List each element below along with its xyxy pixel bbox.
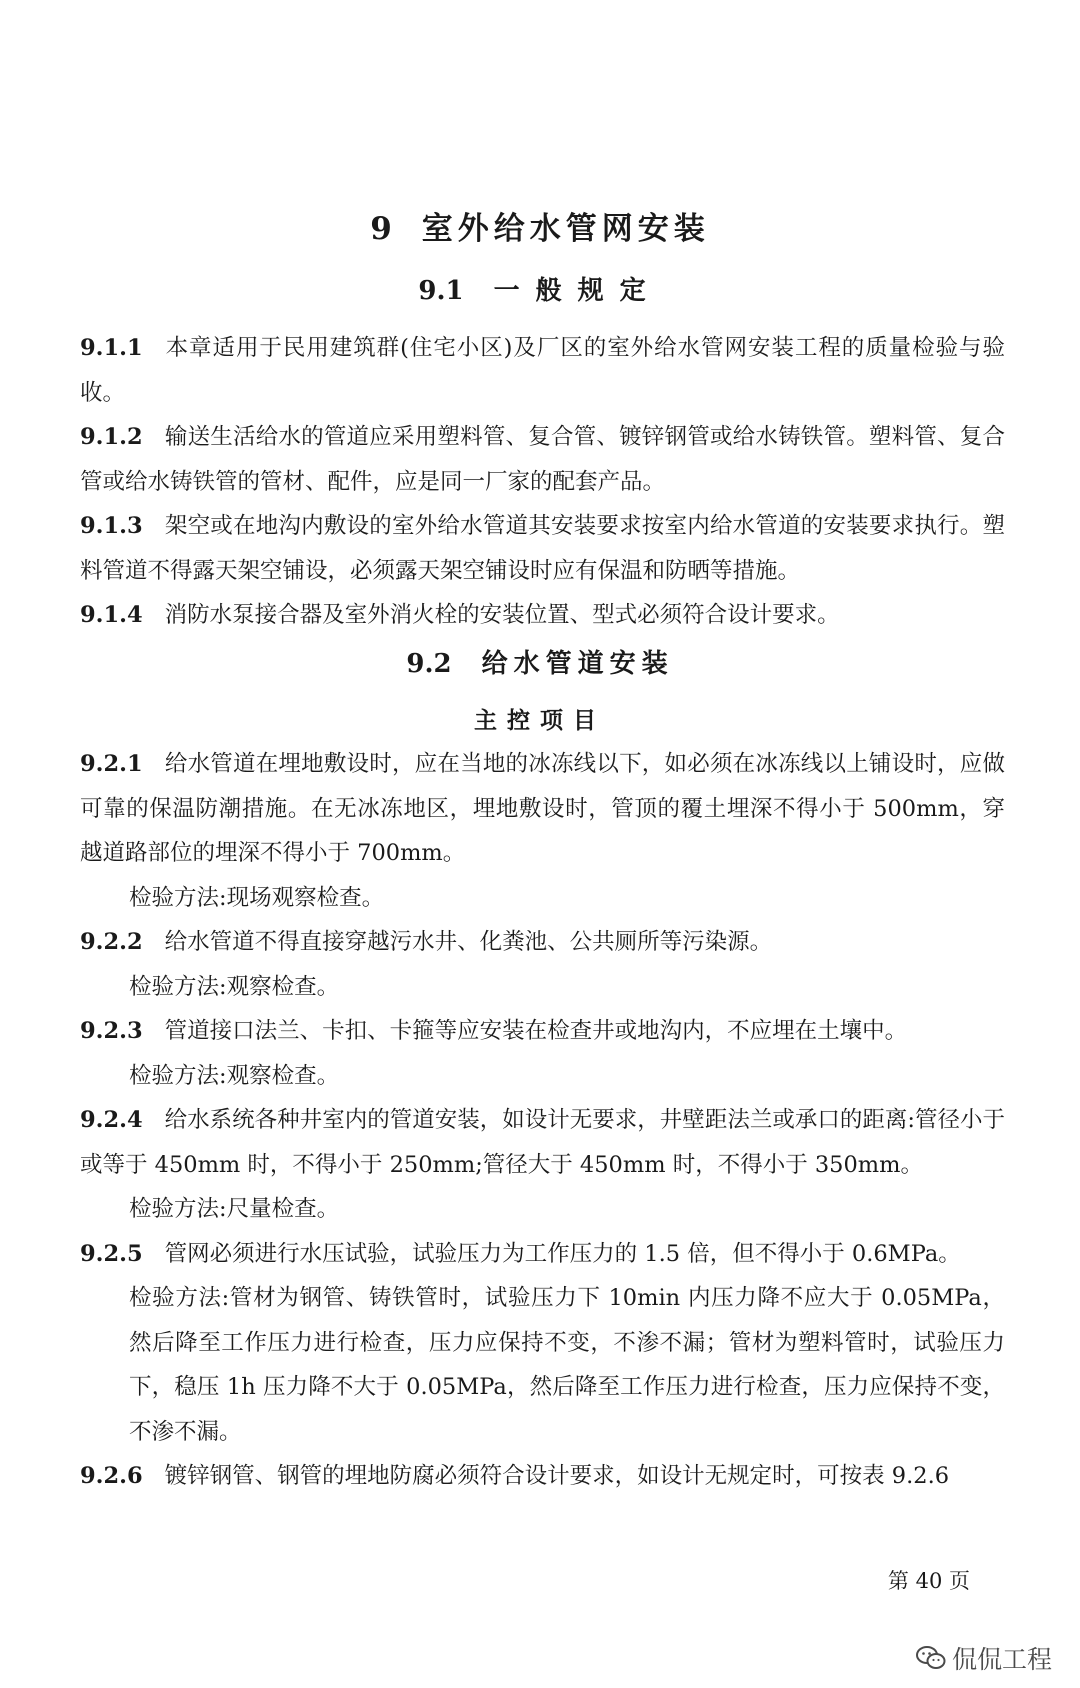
clause-9-2-5 <box>80 1232 1005 1277</box>
clause-text: 本章适用于民用建筑群(住宅小区)及厂区的室外给水管网安装工程的质量检验与验收。 <box>80 335 1005 406</box>
watermark-text: 侃侃工程 <box>951 1645 1052 1674</box>
clause-text: 管道接口法兰、卡扣、卡箍等应安装在检查井或地沟内，不应埋在土壤中。 <box>164 1018 908 1044</box>
clause-9-1-3 <box>80 504 1005 593</box>
clause-number: 9.2.6 <box>80 1463 143 1489</box>
clause-text: 消防水泵接合器及室外消火栓的安装位置、型式必须符合设计要求。 <box>164 602 840 628</box>
section-title-text: 给水管道安装 <box>481 649 674 679</box>
inspection-method: 检验方法:观察检查。 <box>129 973 340 1000</box>
section-number: 9.2 <box>406 649 452 679</box>
clause-number: 9.1.3 <box>80 513 143 539</box>
clause-9-1-2 <box>80 415 1005 504</box>
clause-9-2-6 <box>80 1454 1005 1499</box>
inspection-method: 检验方法:观察检查。 <box>129 1062 340 1089</box>
section-title-9-1 <box>0 270 1080 307</box>
section-title-9-2 <box>0 643 1080 680</box>
clause-text: 架空或在地沟内敷设的室外给水管道其安装要求按室内给水管道的安装要求执行。塑料管道不得露天架空铺设，必须露天架空铺设时应有保温和防晒等措施。 <box>80 513 1005 584</box>
clause-9-2-2 <box>80 920 1005 965</box>
clause-text: 镀锌钢管、钢管的埋地防腐必须符合设计要求，如设计无规定时，可按表 9.2.6 <box>164 1463 950 1489</box>
clause-9-1-1 <box>80 326 1005 415</box>
clause-number: 9.2.4 <box>80 1107 143 1133</box>
clause-9-2-3 <box>80 1009 1005 1054</box>
clause-number: 9.1.1 <box>80 335 143 361</box>
chapter-title <box>0 203 1080 248</box>
clause-number: 9.1.2 <box>80 424 143 450</box>
chapter-title-text: 室外给水管网安装 <box>421 211 710 247</box>
clause-text: 给水系统各种井室内的管道安装，如设计无要求，井壁距法兰或承口的距离:管径小于或等于 450mm 时，不得小于 250mm;管径大于 450mm 时，不得小于 350mm。 <box>80 1107 1005 1178</box>
clause-9-1-4 <box>80 593 1005 638</box>
clause-number: 9.2.1 <box>80 751 143 777</box>
inspection-method: 检验方法:管材为钢管、铸铁管时，试验压力下 10min 内压力降不应大于 0.05MPa，然后降至工作压力进行检查，压力应保持不变，不渗不漏；管材为塑料管时，试验压力下，稳压 1h 压力降不大于 0.05MPa，然后降至工作压力进行检查，压力应保持不变，不渗不漏。 <box>129 1285 1005 1445</box>
chapter-number: 9 <box>370 211 392 247</box>
clause-number: 9.1.4 <box>80 602 143 628</box>
clause-9-2-4 <box>80 1098 1005 1187</box>
inspection-method: 检验方法:现场观察检查。 <box>129 884 385 911</box>
section-9-1-body <box>80 326 1005 638</box>
clause-number: 9.2.5 <box>80 1240 143 1267</box>
page-number: 第 40 页 <box>887 1569 970 1593</box>
watermark <box>916 1640 1052 1676</box>
section-9-2-body <box>80 742 1005 1499</box>
clause-text: 给水管道不得直接穿越污水井、化粪池、公共厕所等污染源。 <box>164 929 773 955</box>
section-number: 9.1 <box>418 276 464 306</box>
clause-text: 管网必须进行水压试验，试验压力为工作压力的 1.5 倍，但不得小于 0.6MPa。 <box>164 1240 961 1267</box>
clause-number: 9.2.2 <box>80 929 143 955</box>
subheading-main-control-items: 主控项目 <box>474 707 606 734</box>
clause-number: 9.2.3 <box>80 1018 143 1044</box>
clause-text: 输送生活给水的管道应采用塑料管、复合管、镀锌钢管或给水铸铁管。塑料管、复合管或给水铸铁管的管材、配件，应是同一厂家的配套产品。 <box>80 424 1005 495</box>
section-title-text: 一般规定 <box>493 276 662 306</box>
clause-text: 给水管道在埋地敷设时，应在当地的冰冻线以下，如必须在冰冻线以上铺设时，应做可靠的保温防潮措施。在无冰冻地区，埋地敷设时，管顶的覆土埋深不得小于 500mm，穿越道路部位的埋深不得小于 700mm。 <box>80 751 1005 866</box>
inspection-method: 检验方法:尺量检查。 <box>129 1196 340 1222</box>
clause-9-2-1 <box>80 742 1005 876</box>
wechat-icon <box>916 1645 946 1671</box>
